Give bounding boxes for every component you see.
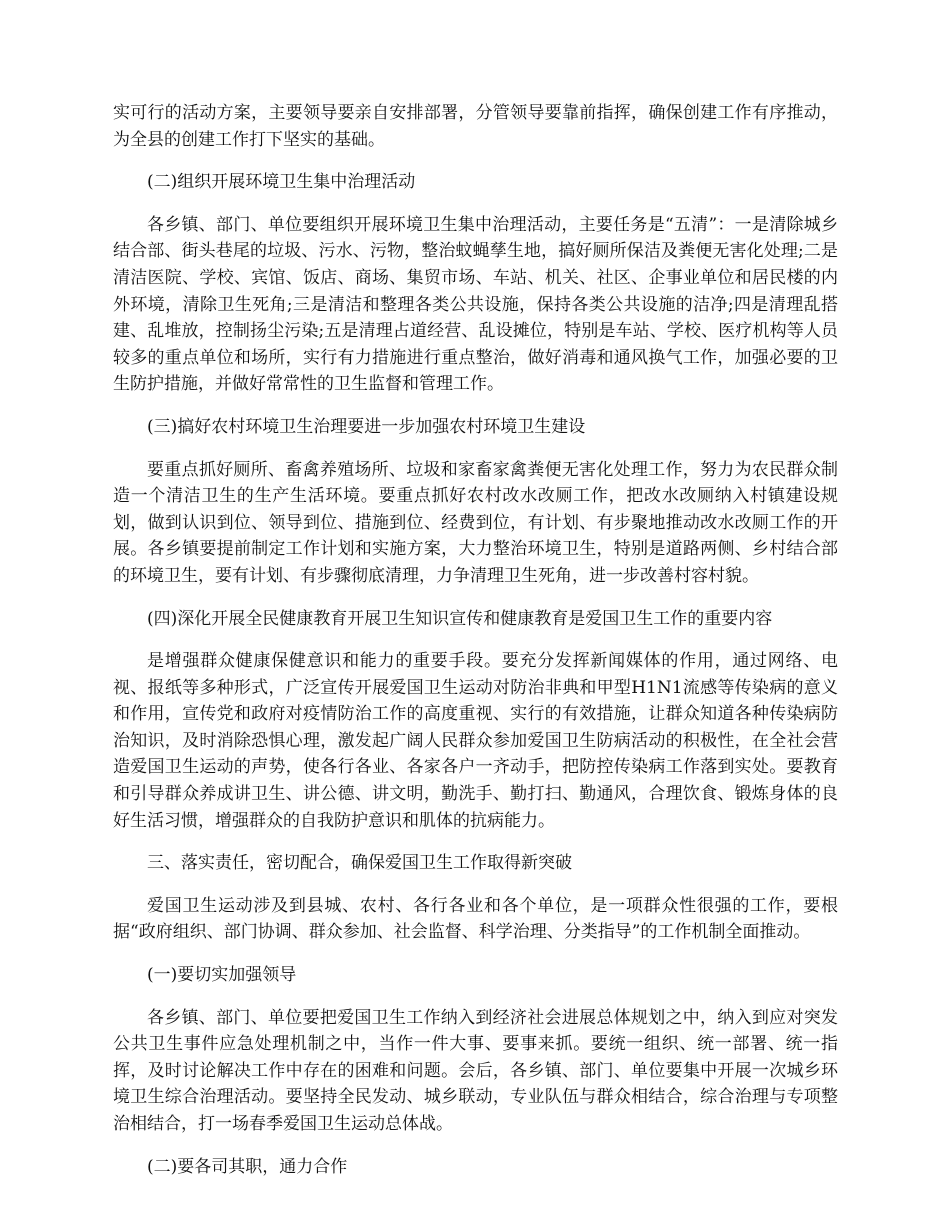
body-paragraph: 爱国卫生运动涉及到县城、农村、各行各业和各个单位，是一项群众性很强的工作，要根据“政府组织、部门协调、群众参加、社会监督、科学治理、分类指导”的工作机制全面推动。 bbox=[113, 895, 838, 943]
body-paragraph: 各乡镇、部门、单位要把爱国卫生工作纳入到经济社会进展总体规划之中，纳入到应对突发公共卫生事件应急处理机制之中，当作一件大事、要事来抓。要统一组织、统一部署、统一指挥，及时讨论解决工作中存在的困难和问题。会后，各乡镇、部门、单位要集中开展一次城乡环境卫生综合治理活动。要坚持全民发动、城乡联动，专业队伍与群众相结合，综合治理与专项整治相结合，打一场春季爱国卫生运动总体战。 bbox=[113, 1007, 838, 1134]
section-heading-4: (四)深化开展全民健康教育开展卫生知识宣传和健康教育是爱国卫生工作的重要内容 bbox=[147, 608, 773, 629]
section-heading-3: (三)搞好农村环境卫生治理要进一步加强农村环境卫生建设 bbox=[147, 416, 586, 437]
section-heading-1: (一)要切实加强领导 bbox=[147, 965, 297, 986]
section-heading-2b: (二)要各司其职，通力合作 bbox=[147, 1156, 348, 1177]
body-paragraph: 是增强群众健康保健意识和能力的重要手段。要充分发挥新闻媒体的作用，通过网络、电视、报纸等多种形式，广泛宣传开展爱国卫生运动对防治非典和甲型H1N1流感等传染病的意义和作用，宣传党和政府对疫情防治工作的高度重视、实行的有效措施，让群众知道各种传染病防治知识，及时消除恐惧心理，激发起广阔人民群众参加爱国卫生防病活动的积极性，在全社会营造爱国卫生运动的声势，使各行各业、各家各户一齐动手，把防控传染病工作落到实处。要教育和引导群众养成讲卫生、讲公德、讲文明，勤洗手、勤打扫、勤通风，合理饮食、锻炼身体的良好生活习惯，增强群众的自我防护意识和肌体的抗病能力。 bbox=[113, 651, 838, 831]
chapter-heading-3: 三、落实责任，密切配合，确保爱国卫生工作取得新突破 bbox=[147, 853, 572, 874]
body-paragraph: 要重点抓好厕所、畜禽养殖场所、垃圾和家畜家禽粪便无害化处理工作，努力为农民群众制造一个清洁卫生的生产生活环境。要重点抓好农村改水改厕工作，把改水改厕纳入村镇建设规划，做到认识到位、领导到位、措施到位、经费到位，有计划、有步聚地推动改水改厕工作的开展。各乡镇要提前制定工作计划和实施方案，大力整治环境卫生，特别是道路两侧、乡村结合部的环境卫生，要有计划、有步骤彻底清理，力争清理卫生死角，进一步改善村容村貌。 bbox=[113, 459, 838, 586]
body-paragraph-continued: 实可行的活动方案，主要领导要亲自安排部署，分管领导要靠前指挥，确保创建工作有序推动，为全县的创建工作打下坚实的基础。 bbox=[113, 103, 838, 150]
body-paragraph: 各乡镇、部门、单位要组织开展环境卫生集中治理活动，主要任务是“五清”：一是清除城乡结合部、街头巷尾的垃圾、污水、污物，整治蚊蝇孳生地，搞好厕所保洁及粪便无害化处理;二是清洁医院、学校、宾馆、饭店、商场、集贸市场、车站、机关、社区、企事业单位和居民楼的内外环境，清除卫生死角;三是清洁和整理各类公共设施，保持各类公共设施的洁净;四是清理乱搭建、乱堆放，控制扬尘污染;五是清理占道经营、乱设摊位，特别是车站、学校、医疗机构等人员较多的重点单位和场所，实行有力措施进行重点整治，做好消毒和通风换气工作，加强必要的卫生防护措施，并做好常常性的卫生监督和管理工作。 bbox=[113, 214, 838, 395]
section-heading-2: (二)组织开展环境卫生集中治理活动 bbox=[147, 172, 416, 193]
